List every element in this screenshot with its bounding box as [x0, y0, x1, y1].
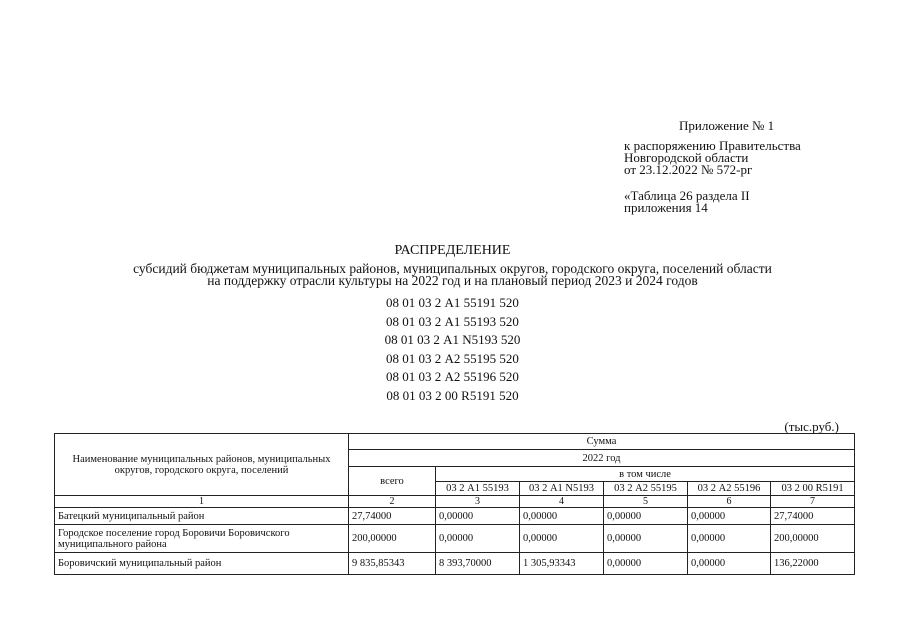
value-cell: 136,22000 — [771, 553, 855, 575]
year-header: 2022 год — [349, 450, 855, 467]
value-cell: 0,00000 — [436, 508, 520, 525]
column-number-row — [55, 496, 855, 508]
municipality-name: Боровичский муниципальный район — [55, 553, 349, 575]
value-cell: 0,00000 — [688, 508, 771, 525]
subtitle-line: на поддержку отрасли культуры на 2022 год и на плановый период 2023 и 2024 годов — [207, 273, 698, 288]
appendix-line: Новгородской области — [624, 150, 749, 165]
value-cell: 27,74000 — [771, 508, 855, 525]
budget-code: 08 01 03 2 А2 55196 520 — [386, 369, 519, 385]
budget-code: 08 01 03 2 А1 55193 520 — [386, 313, 519, 329]
budget-codes — [0, 294, 905, 406]
budget-code: 08 01 03 2 А1 55191 520 — [386, 295, 519, 310]
budget-code: 08 01 03 2 А2 55195 520 — [386, 350, 519, 366]
appendix-title: Приложение № 1 — [679, 118, 775, 133]
budget-code: 08 01 03 2 00 R5191 520 — [386, 387, 519, 403]
value-cell: 27,74000 — [349, 508, 436, 525]
distribution-table — [54, 433, 855, 575]
value-cell: 0,00000 — [604, 525, 688, 553]
budget-code: 08 01 03 2 А1 N5193 520 — [384, 332, 521, 348]
municipality-name: Городское поселение город Боровичи Боровичского муниципального района — [55, 525, 349, 553]
column-number: 4 — [520, 496, 604, 508]
column-number: 1 — [55, 496, 349, 508]
name-column-header: Наименование муниципальных районов, муниципальных округов, городского округа, поселений — [55, 434, 349, 496]
value-cell: 1 305,93343 — [520, 553, 604, 575]
table-row — [55, 525, 855, 553]
value-cell: 0,00000 — [520, 525, 604, 553]
column-number: 5 — [604, 496, 688, 508]
appendix-line: к распоряжению Правительства — [624, 138, 801, 153]
table-row — [55, 553, 855, 575]
value-cell: 9 835,85343 — [349, 553, 436, 575]
value-cell: 200,00000 — [349, 525, 436, 553]
column-number: 3 — [436, 496, 520, 508]
value-cell: 0,00000 — [688, 525, 771, 553]
subtitle-line: субсидий бюджетам муниципальных районов, муниципальных округов, городского округа, поселений области — [133, 261, 772, 276]
appendix-line: от 23.12.2022 № 572-рг — [624, 162, 753, 177]
table-row — [55, 508, 855, 525]
column-number: 7 — [771, 496, 855, 508]
unit-label: (тыс.руб.) — [784, 419, 839, 434]
column-number: 6 — [688, 496, 771, 508]
document-title: РАСПРЕДЕЛЕНИЕ — [394, 243, 511, 258]
including-header: в том числе — [436, 467, 855, 482]
value-cell: 0,00000 — [688, 553, 771, 575]
value-cell: 8 393,70000 — [436, 553, 520, 575]
municipality-name: Батецкий муниципальный район — [55, 508, 349, 525]
value-cell: 0,00000 — [436, 525, 520, 553]
appendix-reference: «Таблица 26 раздела II — [624, 188, 750, 203]
value-cell: 0,00000 — [604, 553, 688, 575]
code-column-header: 03 2 А1 N5193 — [520, 482, 604, 496]
code-column-header: 03 2 А1 55193 — [436, 482, 520, 496]
column-number: 2 — [349, 496, 436, 508]
document-subtitle — [0, 263, 905, 287]
total-header: всего — [349, 467, 436, 496]
code-column-header: 03 2 А2 55196 — [688, 482, 771, 496]
appendix-reference: приложения 14 — [624, 200, 708, 215]
value-cell: 0,00000 — [604, 508, 688, 525]
value-cell: 0,00000 — [520, 508, 604, 525]
sum-header: Сумма — [349, 434, 855, 450]
value-cell: 200,00000 — [771, 525, 855, 553]
appendix-block — [624, 120, 801, 214]
code-column-header: 03 2 А2 55195 — [604, 482, 688, 496]
code-column-header: 03 2 00 R5191 — [771, 482, 855, 496]
